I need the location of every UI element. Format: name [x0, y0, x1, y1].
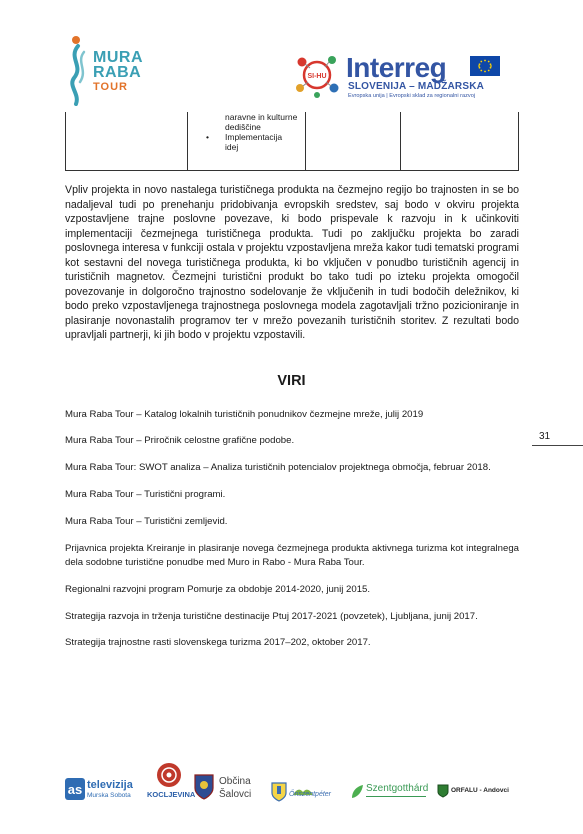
kocljevina-emblem-icon	[156, 762, 182, 788]
interreg-name: Interreg	[346, 52, 447, 83]
eu-flag-icon	[470, 56, 500, 76]
szentgotthard-logo	[350, 782, 430, 806]
kocljevina-logo	[147, 762, 196, 806]
oriszentpeter-logo	[289, 784, 341, 804]
salovci-coat-of-arms-icon	[194, 774, 214, 800]
reference-item: Mura Raba Tour – Turistični zemljevid.	[65, 516, 228, 527]
obcina-label: Občina	[219, 776, 251, 787]
reference-item: Mura Raba Tour – Turistični programi.	[65, 489, 226, 500]
interreg-region: SLOVENIJA – MADŽARSKA	[348, 81, 485, 92]
references-heading: VIRI	[277, 373, 306, 389]
page-number-rule	[532, 445, 583, 446]
orfalu-crest-icon	[437, 784, 449, 798]
partner-logos	[0, 760, 583, 820]
list-item: idej	[225, 142, 239, 152]
reference-item: Prijavnica projekta Kreiranje in plasiranje novega čezmejnega produkta aktivnega turizma kot integralnega dela sodobne turistične ponudbe med Muro in Rabo - Mura Raba Tour.	[65, 543, 519, 568]
list-item: naravne in kulturne	[225, 112, 298, 122]
municipal-emblem-icon	[271, 782, 287, 802]
reference-item: Mura Raba Tour: SWOT analiza – Analiza turističnih potencialov projektnega območja, februar 2018.	[65, 462, 491, 473]
szentgotthard-leaf-icon	[350, 784, 364, 800]
logo-word-tour: TOUR	[93, 81, 128, 93]
kocljevina-label: KOCLJEVINA	[147, 790, 196, 799]
mura-raba-tour-logo	[66, 34, 154, 106]
tv-label: televizija	[87, 779, 133, 791]
table-cell-list	[199, 112, 309, 152]
salovci-label: Šalovci	[219, 789, 252, 800]
oriszentpeter-label: Őriszentpéter	[289, 791, 332, 798]
obcina-salovci-logo	[194, 774, 256, 804]
list-item: • Implementacija	[199, 132, 309, 142]
orfalu-label: ORFALU - Andovci	[451, 787, 509, 794]
reference-item: Mura Raba Tour – Katalog lokalnih turističnih ponudnikov čezmejne mreže, julij 2019	[65, 409, 424, 420]
river-figure-icon	[66, 34, 96, 106]
list-item: dediščine	[225, 122, 261, 132]
interreg-logo	[292, 50, 522, 110]
interreg-subtitle: Evropska unija | Evropski sklad za regionalni razvoj	[348, 93, 476, 99]
televizija-logo	[65, 778, 135, 802]
reference-item: Mura Raba Tour – Priročnik celostne grafične podobe.	[65, 435, 295, 446]
logo-word-raba: RABA	[93, 64, 142, 81]
reference-item: Strategija razvoja in trženja turistične destinacije Ptuj 2017-2021 (povzetek), Ljubljana, junij 2017.	[65, 611, 478, 622]
reference-item: Regionalni razvojni program Pomurje za obdobje 2014-2020, junij 2015.	[65, 584, 371, 595]
page-number: 31	[539, 431, 551, 442]
badge-text: SI-HU	[307, 73, 327, 80]
interreg-badge-icon	[292, 50, 342, 100]
reference-item: Strategija trajnostne rasti slovenskega turizma 2017–202, oktober 2017.	[65, 637, 371, 648]
tv-as-icon	[65, 778, 85, 800]
tv-sublabel: Murska Sobota	[87, 792, 131, 799]
svg-text:as: as	[67, 782, 83, 797]
orfalu-logo	[437, 784, 517, 804]
body-paragraph: Vpliv projekta in novo nastalega turističnega produkta na čezmejno regijo bo trajnosten in se bo nadaljeval tudi po prenehanju pridobivanja evropskih sredstev, saj bodo v okviru projekta vzpostavljene trajne poslovne povezave, ki bodo prispevale k razvoju in k učinkoviti implementaciji čezmejnega turističnega produkta. Tudi po zaključku projekta bo zaradi poslovnega interesa v funkciji ostala v projektu vzpostavljena mreža kakor tudi tematski programi kot sestavni del novega turističnega produkta, ki bo vključen v ponudbo turističnih agencij in turističnih magnetov. Čezmejni turistični produkt bo tako tudi po izteku projekta omogočil povezovanje in dolgoročno trajnostno sodelovanje že vključenih in tudi bodočih deležnikov, ki bodo preko vzpostavljenega trajnostnega poslovnega modela zagotavljali tržno pozicioniranje in plasiranje novonastalih programov ter v mrežo povezanih turističnih storitev. Z rezultati bodo upravljali partnerji, ki jih bodo v projektu vzpostavili.	[65, 184, 519, 341]
logo-word-mura: MURA	[93, 49, 143, 66]
page-header	[0, 0, 583, 112]
szentgotthard-label: Szentgotthárd	[366, 783, 429, 794]
